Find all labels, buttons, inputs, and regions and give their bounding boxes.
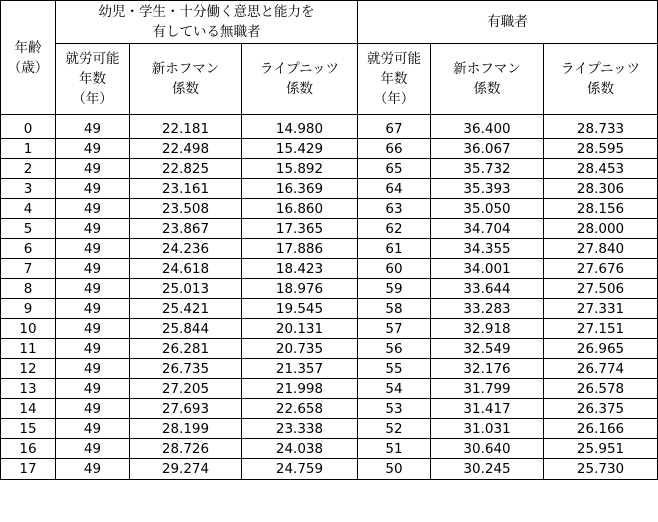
group1-header-line1: 幼児・学生・十分働く意思と能力を [98, 4, 315, 20]
g2-years-cell: 52 [358, 419, 431, 439]
g1-years-cell: 49 [56, 399, 130, 419]
g1-hoffman-header-line1: 新ホフマン [151, 61, 220, 77]
g2-hoffman-cell: 34.704 [431, 219, 544, 239]
table-row [1, 259, 658, 279]
g2-hoffman-cell: 33.644 [431, 279, 544, 299]
g2-years-header-line2: 年数 [380, 71, 408, 87]
g2-leibniz-cell: 26.578 [544, 379, 658, 399]
g1-hoffman-cell: 22.181 [130, 115, 242, 139]
group1-header-line2: 有している無職者 [152, 24, 261, 40]
table-row [1, 139, 658, 159]
g2-leibniz-cell: 28.453 [544, 159, 658, 179]
g1-hoffman-cell: 22.498 [130, 139, 242, 159]
g1-leibniz-cell: 16.369 [242, 179, 358, 199]
g2-hoffman-cell: 31.799 [431, 379, 544, 399]
g2-hoffman-cell: 34.001 [431, 259, 544, 279]
g2-leibniz-cell: 27.151 [544, 319, 658, 339]
g1-years-cell: 49 [56, 299, 130, 319]
g2-years-cell: 59 [358, 279, 431, 299]
g1-years-cell: 49 [56, 115, 130, 139]
g2-leibniz-cell: 28.000 [544, 219, 658, 239]
g1-leibniz-cell: 23.338 [242, 419, 358, 439]
g2-leibniz-header-line1: ライプニッツ [561, 61, 641, 77]
table-body [1, 115, 658, 480]
g1-years-cell: 49 [56, 379, 130, 399]
g2-hoffman-cell: 35.732 [431, 159, 544, 179]
g2-years-cell: 50 [358, 459, 431, 480]
g2-hoffman-cell: 36.400 [431, 115, 544, 139]
table-row [1, 359, 658, 379]
table-row [1, 239, 658, 259]
table-row [1, 439, 658, 459]
g2-years-cell: 65 [358, 159, 431, 179]
g2-years-cell: 67 [358, 115, 431, 139]
g2-leibniz-cell: 25.730 [544, 459, 658, 480]
g2-years-header-line1: 就労可能 [367, 51, 422, 67]
g2-years-cell: 57 [358, 319, 431, 339]
table-header [1, 1, 658, 115]
g1-years-cell: 49 [56, 339, 130, 359]
g1-leibniz-cell: 21.357 [242, 359, 358, 379]
table-row [1, 399, 658, 419]
g1-hoffman-header-line2: 係数 [172, 81, 199, 97]
g1-hoffman-cell: 28.726 [130, 439, 242, 459]
g2-hoffman-cell: 31.031 [431, 419, 544, 439]
g2-hoffman-cell: 34.355 [431, 239, 544, 259]
table-row [1, 115, 658, 139]
g1-leibniz-cell: 24.759 [242, 459, 358, 480]
table-row [1, 339, 658, 359]
g1-hoffman-cell: 28.199 [130, 419, 242, 439]
age-cell: 1 [1, 139, 56, 159]
g1-years-cell: 49 [56, 359, 130, 379]
g2-years-cell: 53 [358, 399, 431, 419]
g1-leibniz-header-line2: 係数 [286, 81, 313, 97]
g1-years-cell: 49 [56, 179, 130, 199]
g1-leibniz-cell: 16.860 [242, 199, 358, 219]
g2-leibniz-cell: 28.595 [544, 139, 658, 159]
age-cell: 0 [1, 115, 56, 139]
age-cell: 5 [1, 219, 56, 239]
age-cell: 16 [1, 439, 56, 459]
g2-leibniz-cell: 26.965 [544, 339, 658, 359]
group2-header [358, 1, 658, 44]
g2-leibniz-cell: 27.331 [544, 299, 658, 319]
g2-hoffman-cell: 32.176 [431, 359, 544, 379]
g2-leibniz-cell: 27.506 [544, 279, 658, 299]
g1-hoffman-cell: 24.618 [130, 259, 242, 279]
g1-years-cell: 49 [56, 219, 130, 239]
g1-hoffman-cell: 29.274 [130, 459, 242, 480]
age-header-line1: 年齢 [14, 39, 42, 56]
age-header [1, 1, 56, 115]
table-row [1, 179, 658, 199]
g2-hoffman-header-line2: 係数 [473, 81, 501, 97]
g2-hoffman-cell: 30.640 [431, 439, 544, 459]
age-cell: 3 [1, 179, 56, 199]
g1-leibniz-cell: 17.365 [242, 219, 358, 239]
g1-hoffman-cell: 23.508 [130, 199, 242, 219]
table-row [1, 319, 658, 339]
g2-years-header [358, 44, 431, 115]
g1-hoffman-cell: 25.013 [130, 279, 242, 299]
g1-hoffman-cell: 27.205 [130, 379, 242, 399]
g2-leibniz-cell: 26.375 [544, 399, 658, 419]
g2-years-cell: 56 [358, 339, 431, 359]
age-cell: 4 [1, 199, 56, 219]
g1-years-cell: 49 [56, 319, 130, 339]
age-cell: 17 [1, 459, 56, 480]
g2-leibniz-cell: 28.156 [544, 199, 658, 219]
g2-years-cell: 62 [358, 219, 431, 239]
g1-hoffman-cell: 23.867 [130, 219, 242, 239]
g1-leibniz-cell: 20.131 [242, 319, 358, 339]
g1-years-cell: 49 [56, 419, 130, 439]
g2-years-cell: 63 [358, 199, 431, 219]
age-cell: 11 [1, 339, 56, 359]
g1-years-cell: 49 [56, 459, 130, 480]
g1-leibniz-cell: 19.545 [242, 299, 358, 319]
g1-leibniz-cell: 22.658 [242, 399, 358, 419]
g2-leibniz-header [544, 44, 658, 115]
g1-leibniz-cell: 21.998 [242, 379, 358, 399]
g2-leibniz-cell: 26.166 [544, 419, 658, 439]
g2-leibniz-cell: 27.676 [544, 259, 658, 279]
g2-hoffman-cell: 31.417 [431, 399, 544, 419]
g1-years-header-line1: 就労可能 [65, 51, 120, 67]
table-row [1, 379, 658, 399]
g2-hoffman-cell: 32.918 [431, 319, 544, 339]
g1-hoffman-cell: 24.236 [130, 239, 242, 259]
g2-leibniz-cell: 28.306 [544, 179, 658, 199]
age-cell: 8 [1, 279, 56, 299]
g1-years-header [56, 44, 130, 115]
g1-years-cell: 49 [56, 259, 130, 279]
g1-years-header-line2: 年数 [79, 71, 106, 87]
g2-years-cell: 51 [358, 439, 431, 459]
g2-hoffman-cell: 36.067 [431, 139, 544, 159]
g1-hoffman-cell: 25.844 [130, 319, 242, 339]
age-header-line2: （歳） [7, 59, 49, 76]
g2-years-cell: 54 [358, 379, 431, 399]
g2-hoffman-cell: 35.393 [431, 179, 544, 199]
g2-leibniz-cell: 26.774 [544, 359, 658, 379]
g1-years-cell: 49 [56, 139, 130, 159]
g2-hoffman-cell: 30.245 [431, 459, 544, 480]
table-row [1, 459, 658, 480]
g1-hoffman-cell: 25.421 [130, 299, 242, 319]
g2-hoffman-cell: 35.050 [431, 199, 544, 219]
g1-years-cell: 49 [56, 199, 130, 219]
g2-hoffman-header-line1: 新ホフマン [453, 61, 521, 77]
g1-years-cell: 49 [56, 439, 130, 459]
g1-leibniz-cell: 24.038 [242, 439, 358, 459]
g2-leibniz-cell: 25.951 [544, 439, 658, 459]
g2-hoffman-cell: 32.549 [431, 339, 544, 359]
age-cell: 12 [1, 359, 56, 379]
g1-leibniz-cell: 14.980 [242, 115, 358, 139]
g2-years-cell: 66 [358, 139, 431, 159]
g1-leibniz-cell: 18.423 [242, 259, 358, 279]
g2-years-cell: 55 [358, 359, 431, 379]
g2-years-cell: 61 [358, 239, 431, 259]
age-cell: 13 [1, 379, 56, 399]
age-cell: 14 [1, 399, 56, 419]
age-cell: 2 [1, 159, 56, 179]
g1-hoffman-cell: 22.825 [130, 159, 242, 179]
group2-header-label: 有職者 [487, 14, 528, 30]
table-row [1, 219, 658, 239]
g1-years-cell: 49 [56, 239, 130, 259]
g1-hoffman-cell: 26.735 [130, 359, 242, 379]
age-cell: 9 [1, 299, 56, 319]
table-row [1, 299, 658, 319]
g1-hoffman-cell: 23.161 [130, 179, 242, 199]
g1-leibniz-header-line1: ライプニッツ [260, 61, 339, 77]
g1-years-cell: 49 [56, 279, 130, 299]
g2-years-cell: 58 [358, 299, 431, 319]
g1-leibniz-header [242, 44, 358, 115]
g1-years-cell: 49 [56, 159, 130, 179]
age-cell: 6 [1, 239, 56, 259]
g2-leibniz-cell: 27.840 [544, 239, 658, 259]
table-row [1, 419, 658, 439]
g1-years-header-line3: （年） [72, 91, 113, 107]
g1-leibniz-cell: 18.976 [242, 279, 358, 299]
g1-hoffman-cell: 27.693 [130, 399, 242, 419]
g2-hoffman-cell: 33.283 [431, 299, 544, 319]
g2-leibniz-cell: 28.733 [544, 115, 658, 139]
age-cell: 7 [1, 259, 56, 279]
group1-header [56, 1, 358, 44]
g1-hoffman-header [130, 44, 242, 115]
g1-leibniz-cell: 17.886 [242, 239, 358, 259]
age-cell: 15 [1, 419, 56, 439]
table-row [1, 199, 658, 219]
table-row [1, 159, 658, 179]
g1-hoffman-cell: 26.281 [130, 339, 242, 359]
g2-hoffman-header [431, 44, 544, 115]
g1-leibniz-cell: 15.892 [242, 159, 358, 179]
table-row [1, 279, 658, 299]
g1-leibniz-cell: 20.735 [242, 339, 358, 359]
g2-leibniz-header-line2: 係数 [587, 81, 615, 97]
g2-years-cell: 60 [358, 259, 431, 279]
g2-years-cell: 64 [358, 179, 431, 199]
g2-years-header-line3: （年） [373, 91, 415, 107]
g1-leibniz-cell: 15.429 [242, 139, 358, 159]
age-cell: 10 [1, 319, 56, 339]
